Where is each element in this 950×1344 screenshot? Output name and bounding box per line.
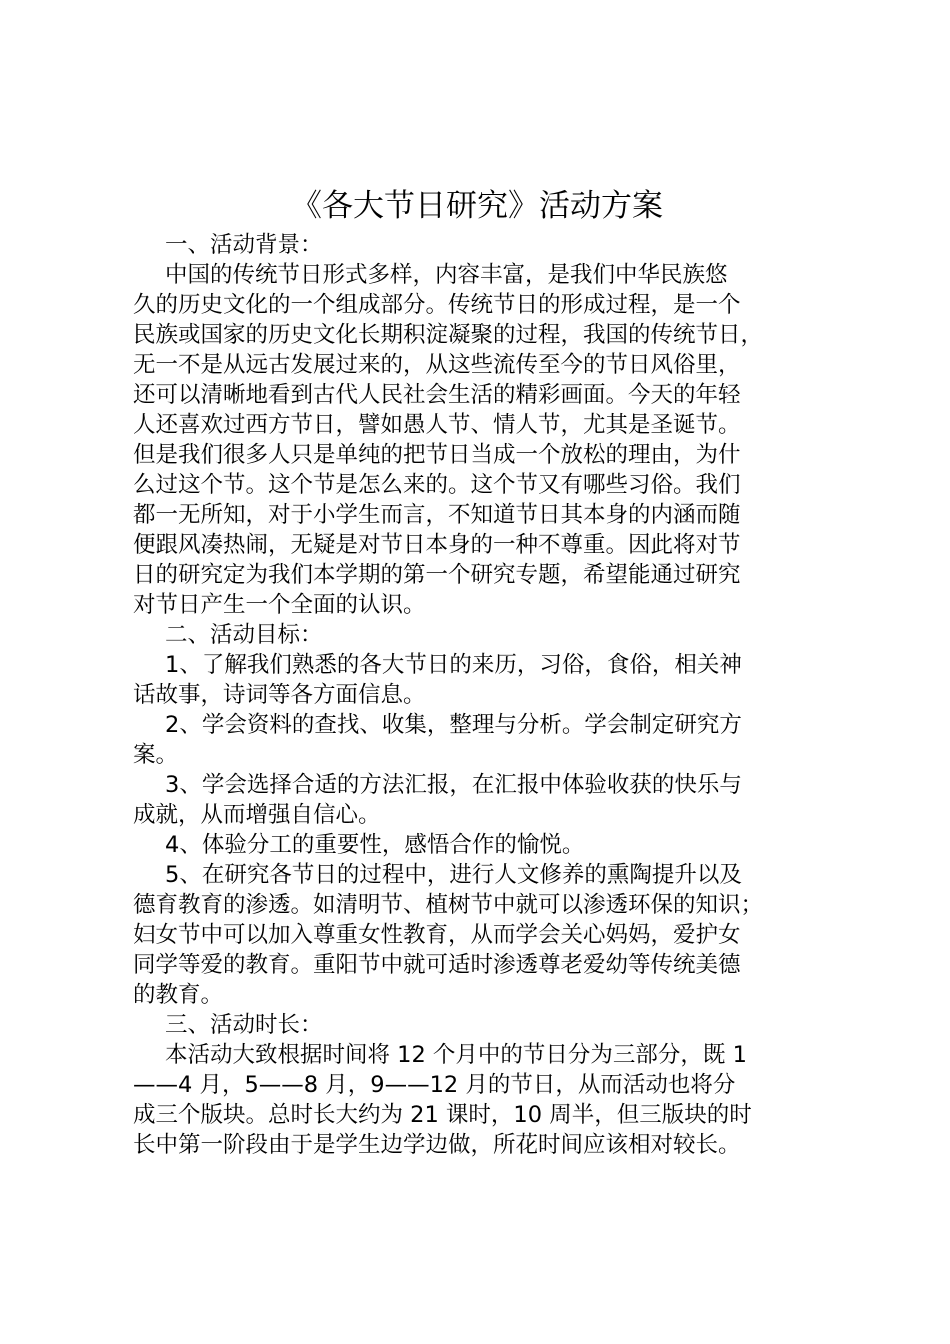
text-line: 同学等爱的教育。重阳节中就可适时渗透尊老爱幼等传统美德 bbox=[133, 952, 741, 978]
text-line: 民族或国家的历史文化长期积淀凝聚的过程，我国的传统节日， bbox=[133, 322, 764, 348]
text-line: 成三个版块。总时长大约为 21 课时，10 周半，但三版块的时 bbox=[133, 1102, 752, 1128]
text-line: 妇女节中可以加入尊重女性教育，从而学会关心妈妈，爱护女 bbox=[133, 922, 741, 948]
text-line: 3、学会选择合适的方法汇报，在汇报中体验收获的快乐与 bbox=[165, 772, 742, 798]
text-line: 便跟风凑热闹，无疑是对节日本身的一种不尊重。因此将对节 bbox=[133, 532, 741, 558]
text-line: 一、活动背景： bbox=[165, 232, 323, 258]
text-line: 5、在研究各节日的过程中，进行人文修养的熏陶提升以及 bbox=[165, 862, 742, 888]
text-line: 案。 bbox=[133, 742, 179, 768]
text-line: 话故事，诗词等各方面信息。 bbox=[133, 682, 426, 708]
text-line: 长中第一阶段由于是学生边学边做，所花时间应该相对较长。 bbox=[133, 1132, 741, 1158]
text-line: 2、学会资料的查找、收集，整理与分析。学会制定研究方 bbox=[165, 712, 742, 738]
text-line: 本活动大致根据时间将 12 个月中的节日分为三部分，既 1 bbox=[165, 1042, 747, 1068]
text-line: 无一不是从远古发展过来的，从这些流传至今的节日风俗里， bbox=[133, 352, 741, 378]
text-line: 成就，从而增强自信心。 bbox=[133, 802, 381, 828]
text-line: 三、活动时长： bbox=[165, 1012, 323, 1038]
text-line: 人还喜欢过西方节日，譬如愚人节、情人节，尤其是圣诞节。 bbox=[133, 412, 741, 438]
text-line: 还可以清晰地看到古代人民社会生活的精彩画面。今天的年轻 bbox=[133, 382, 741, 408]
text-line: 久的历史文化的一个组成部分。传统节日的形成过程，是一个 bbox=[133, 292, 741, 318]
text-line: 德育教育的渗透。如清明节、植树节中就可以渗透环保的知识； bbox=[133, 892, 764, 918]
text-line: 二、活动目标： bbox=[165, 622, 323, 648]
document-body bbox=[133, 230, 833, 1160]
document-page bbox=[133, 182, 833, 1160]
text-line: 么过这个节。这个节是怎么来的。这个节又有哪些习俗。我们 bbox=[133, 472, 741, 498]
text-line: 但是我们很多人只是单纯的把节日当成一个放松的理由，为什 bbox=[133, 442, 741, 468]
text-line: 1、了解我们熟悉的各大节日的来历，习俗，食俗，相关神 bbox=[165, 652, 742, 678]
document-title: 《各大节日研究》活动方案 bbox=[291, 188, 663, 224]
text-line: ——4 月，5——8 月，9——12 月的节日，从而活动也将分 bbox=[133, 1072, 736, 1098]
text-line: 4、体验分工的重要性，感悟合作的愉悦。 bbox=[165, 832, 585, 858]
text-line: 日的研究定为我们本学期的第一个研究专题，希望能通过研究 bbox=[133, 562, 741, 588]
text-line: 的教育。 bbox=[133, 982, 224, 1008]
text-line: 中国的传统节日形式多样，内容丰富，是我们中华民族悠 bbox=[165, 262, 728, 288]
text-line: 都一无所知，对于小学生而言，不知道节日其本身的内涵而随 bbox=[133, 502, 741, 528]
text-line: 对节日产生一个全面的认识。 bbox=[133, 592, 426, 618]
